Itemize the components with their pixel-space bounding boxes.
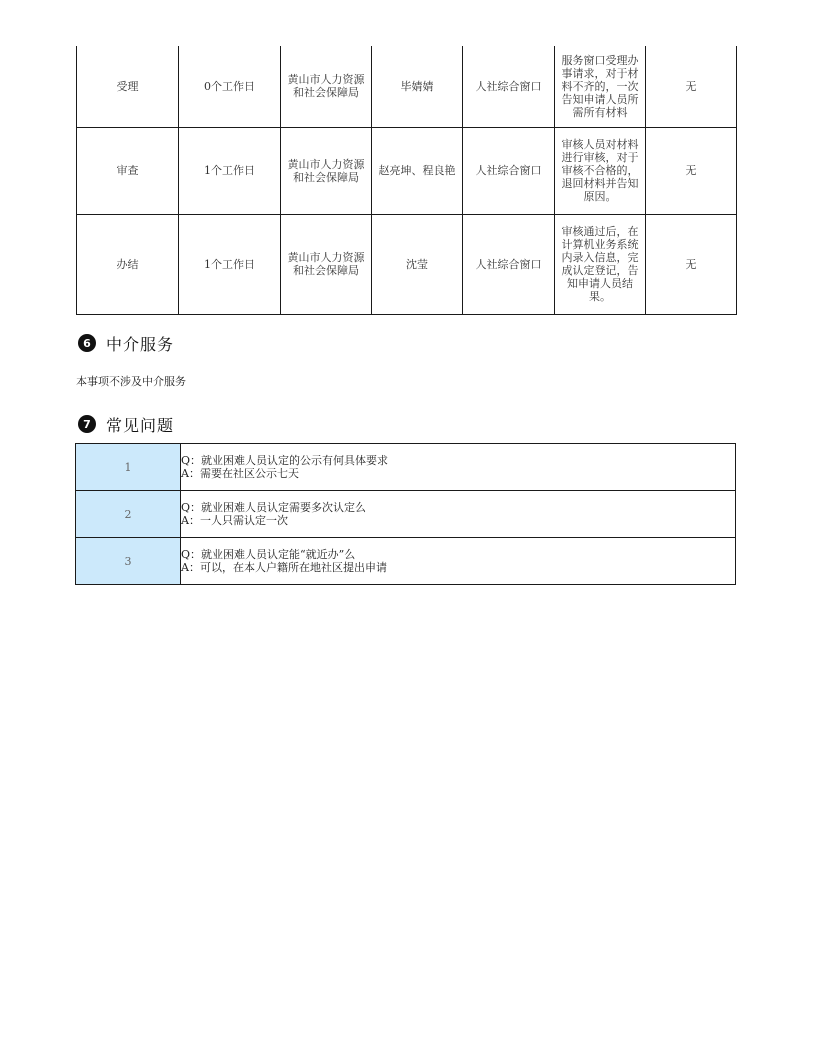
time-limit-cell: 1个工作日	[179, 214, 281, 314]
faq-answer: A：一人只需认定一次	[181, 514, 288, 527]
intermediary-note: 本事项不涉及中介服务	[76, 375, 186, 388]
table-row	[77, 46, 737, 127]
faq-question: Q：就业困难人员认定需要多次认定么	[181, 501, 367, 514]
faq-index: 2	[76, 491, 181, 538]
extra-cell: 无	[646, 214, 737, 314]
description-cell: 审核通过后，在计算机业务系统内录入信息，完成认定登记，告知申请人员结果。	[555, 214, 646, 314]
section-heading-intermediary	[78, 332, 174, 354]
department-cell: 黄山市人力资源和社会保障局	[281, 46, 372, 127]
step-cell: 受理	[77, 46, 179, 127]
section-number-badge: 7	[78, 415, 96, 433]
place-cell: 人社综合窗口	[463, 127, 555, 214]
person-cell: 沈莹	[372, 214, 463, 314]
faq-question: Q：就业困难人员认定的公示有何具体要求	[181, 454, 389, 467]
person-cell: 赵亮坤、程良艳	[372, 127, 463, 214]
faq-content	[181, 444, 736, 491]
table-row	[77, 214, 737, 314]
process-table	[76, 46, 737, 315]
time-limit-cell: 1个工作日	[179, 127, 281, 214]
table-row	[77, 127, 737, 214]
section-heading-faq	[78, 413, 174, 435]
faq-answer: A：可以，在本人户籍所在地社区提出申请	[181, 561, 387, 574]
person-cell: 毕婧婧	[372, 46, 463, 127]
description-cell: 审核人员对材料进行审核，对于审核不合格的，退回材料并告知原因。	[555, 127, 646, 214]
faq-content	[181, 491, 736, 538]
time-limit-cell: 0个工作日	[179, 46, 281, 127]
place-cell: 人社综合窗口	[463, 214, 555, 314]
faq-row	[76, 491, 736, 538]
place-cell: 人社综合窗口	[463, 46, 555, 127]
faq-row	[76, 538, 736, 585]
faq-content	[181, 538, 736, 585]
section-title: 常见问题	[106, 415, 175, 435]
department-cell: 黄山市人力资源和社会保障局	[281, 214, 372, 314]
faq-row	[76, 444, 736, 491]
faq-index: 1	[76, 444, 181, 491]
step-cell: 办结	[77, 214, 179, 314]
extra-cell: 无	[646, 46, 737, 127]
faq-answer: A：需要在社区公示七天	[181, 467, 299, 480]
extra-cell: 无	[646, 127, 737, 214]
step-cell: 审查	[77, 127, 179, 214]
faq-table	[75, 443, 736, 585]
department-cell: 黄山市人力资源和社会保障局	[281, 127, 372, 214]
section-number-badge: 6	[78, 334, 96, 352]
section-title: 中介服务	[106, 334, 175, 354]
faq-index: 3	[76, 538, 181, 585]
description-cell: 服务窗口受理办事请求，对于材料不齐的，一次告知申请人员所需所有材料	[555, 46, 646, 127]
faq-question: Q：就业困难人员认定能“就近办”么	[181, 548, 356, 561]
